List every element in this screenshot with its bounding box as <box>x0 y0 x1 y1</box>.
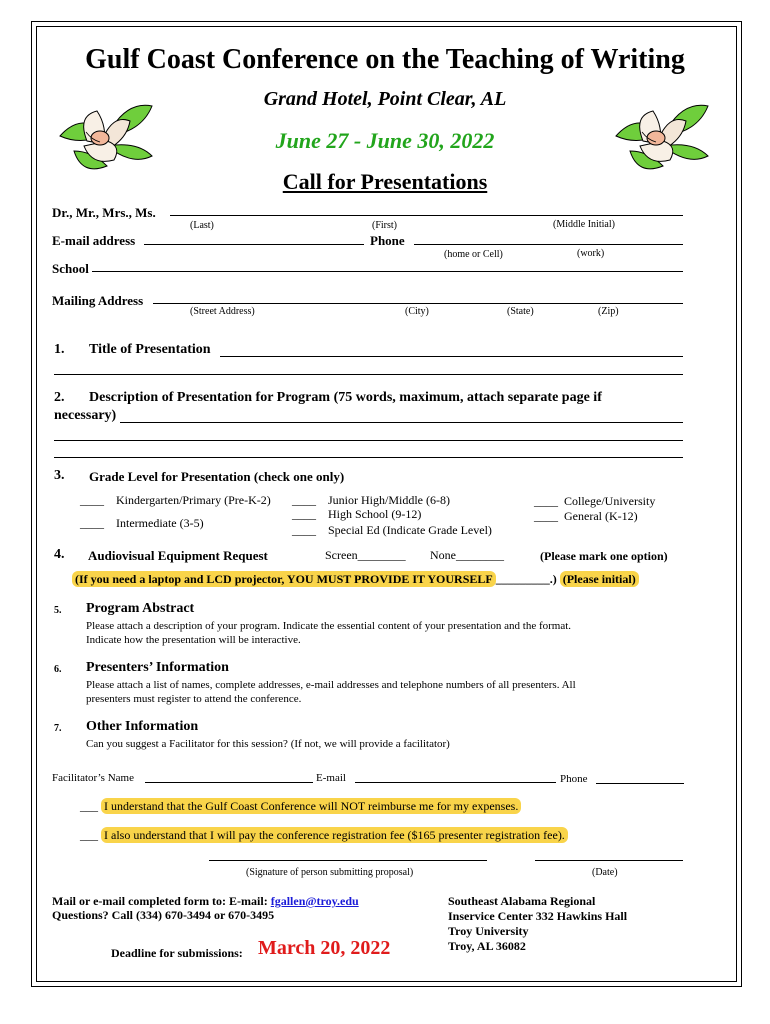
intermediate-label: Intermediate (3-5) <box>116 516 204 530</box>
q6-number: 6. <box>54 664 62 675</box>
facilitator-email-field[interactable] <box>355 782 556 783</box>
fee-initial-blank[interactable]: ___ <box>80 828 98 842</box>
address-line4: Troy, AL 36082 <box>448 939 526 953</box>
grade-option-special-ed[interactable] <box>292 523 492 538</box>
q3-label: Grade Level for Presentation (check one only) <box>89 469 345 484</box>
signature-field[interactable] <box>209 860 487 861</box>
call-for-presentations-heading: Call for Presentations <box>282 169 488 194</box>
q1-number: 1. <box>54 342 65 357</box>
email-field[interactable] <box>144 244 364 245</box>
q5-text-line1: Please attach a description of your program. Indicate the essential content of your presentation and the format. <box>86 620 572 632</box>
q6-label: Presenters’ Information <box>86 660 229 675</box>
q2-label-continued: necessary) <box>54 408 117 423</box>
college-label: College/University <box>564 494 656 508</box>
state-caption: (State) <box>507 306 534 317</box>
laptop-initial-blank[interactable]: _________.) <box>495 572 557 586</box>
name-field[interactable] <box>170 215 683 216</box>
reimburse-initial-blank[interactable]: ___ <box>80 799 98 813</box>
q5-text-line2: Indicate how the presentation will be interactive. <box>86 634 301 646</box>
q5-number: 5. <box>54 605 62 616</box>
high-label: High School (9-12) <box>328 507 422 521</box>
junior-blank[interactable]: ____ <box>292 493 316 507</box>
facilitator-phone-field[interactable] <box>596 783 684 784</box>
intermediate-blank[interactable]: ____ <box>80 516 104 530</box>
mark-one-option-note: (Please mark one option) <box>540 549 668 563</box>
general-label: General (K-12) <box>564 509 638 523</box>
mail-prefix: Mail or e-mail completed form to: E-mail: <box>52 894 271 908</box>
fee-agreement <box>80 828 568 843</box>
junior-label: Junior High/Middle (6-8) <box>328 493 450 507</box>
description-field-line2[interactable] <box>54 440 683 441</box>
grade-option-k2[interactable] <box>80 493 271 508</box>
date-field[interactable] <box>535 860 683 861</box>
sped-label: Special Ed (Indicate Grade Level) <box>328 523 492 537</box>
deadline-label: Deadline for submissions: <box>111 946 243 960</box>
address-line1: Southeast Alabama Regional <box>448 894 596 908</box>
submission-email-link[interactable]: fgallen@troy.edu <box>270 894 359 908</box>
address-line2: Inservice Center 332 Hawkins Hall <box>448 909 628 923</box>
signature-caption: (Signature of person submitting proposal) <box>246 867 414 878</box>
q3-number: 3. <box>54 468 65 483</box>
street-caption: (Street Address) <box>190 306 255 317</box>
deadline-date: March 20, 2022 <box>258 937 391 959</box>
city-caption: (City) <box>405 306 429 317</box>
q1-label: Title of Presentation <box>89 342 211 357</box>
email-label: E-mail address <box>52 233 136 248</box>
none-option[interactable]: None________ <box>430 548 504 562</box>
k2-label: Kindergarten/Primary (Pre-K-2) <box>116 493 271 507</box>
q7-number: 7. <box>54 723 62 734</box>
mailing-address-label: Mailing Address <box>52 293 144 308</box>
screen-option[interactable]: Screen________ <box>325 548 406 562</box>
q7-text-line1: Can you suggest a Facilitator for this session? (If not, we will provide a facilitator) <box>86 738 450 750</box>
grade-option-high-school[interactable] <box>292 507 421 522</box>
fee-text: I also understand that I will pay the conference registration fee ($165 presenter registration fee). <box>101 827 568 843</box>
date-caption: (Date) <box>592 867 618 878</box>
phone-field[interactable] <box>414 244 683 245</box>
page-title: Gulf Coast Conference on the Teaching of Writing <box>85 44 685 75</box>
q5-label: Program Abstract <box>86 601 195 616</box>
school-label: School <box>52 261 89 276</box>
questions-phone: Questions? Call (334) 670-3494 or 670-3495 <box>52 908 275 922</box>
q2-number: 2. <box>54 390 65 405</box>
name-label: Dr., Mr., Mrs., Ms. <box>52 205 156 220</box>
k2-blank[interactable]: ____ <box>80 493 104 507</box>
laptop-note: (If you need a laptop and LCD projector, YOU MUST PROVIDE IT YOURSELF <box>72 571 496 587</box>
school-field[interactable] <box>92 271 683 272</box>
work-caption: (work) <box>577 248 605 259</box>
grade-option-intermediate[interactable] <box>80 516 204 531</box>
college-blank[interactable]: ____ <box>534 494 558 508</box>
description-field-line1[interactable] <box>120 422 683 423</box>
reimburse-text: I understand that the Gulf Coast Conference will NOT reimburse me for my expenses. <box>101 798 521 814</box>
q6-text-line2: presenters must register to attend the conference. <box>86 693 302 705</box>
address-line3: Troy University <box>448 924 529 938</box>
facilitator-email-label: E-mail <box>316 772 346 784</box>
q6-text-line1: Please attach a list of names, complete addresses, e-mail addresses and telephone numbers of all presenters. All <box>86 679 576 691</box>
location-subtitle: Grand Hotel, Point Clear, AL <box>263 88 507 110</box>
mail-instruction <box>52 894 359 909</box>
zip-caption: (Zip) <box>598 306 619 317</box>
facilitator-name-label: Facilitator’s Name <box>52 772 134 784</box>
grade-option-junior-high[interactable] <box>292 493 450 508</box>
sped-blank[interactable]: ____ <box>292 523 316 537</box>
conference-dates: June 27 - June 30, 2022 <box>275 128 495 153</box>
general-blank[interactable]: ____ <box>534 509 558 523</box>
home-cell-caption: (home or Cell) <box>444 249 503 260</box>
q2-label: Description of Presentation for Program (75 words, maximum, attach separate page if <box>89 390 602 405</box>
middle-initial-caption: (Middle Initial) <box>553 219 615 230</box>
q4-number: 4. <box>54 547 65 562</box>
title-field-line1[interactable] <box>220 356 683 357</box>
mailing-address-field[interactable] <box>153 303 683 304</box>
facilitator-phone-label: Phone <box>560 773 588 785</box>
last-caption: (Last) <box>190 220 214 231</box>
facilitator-name-field[interactable] <box>145 782 313 783</box>
reimburse-agreement <box>80 799 521 814</box>
q4-label: Audiovisual Equipment Request <box>88 548 268 563</box>
q7-label: Other Information <box>86 719 199 734</box>
high-blank[interactable]: ____ <box>292 507 316 521</box>
first-caption: (First) <box>372 220 397 231</box>
phone-label: Phone <box>370 233 405 248</box>
description-field-line3[interactable] <box>54 457 683 458</box>
laptop-note-row <box>72 572 639 587</box>
grade-option-general[interactable] <box>534 509 638 524</box>
title-field-line2[interactable] <box>54 374 683 375</box>
please-initial-note: (Please initial) <box>560 571 639 587</box>
grade-option-college[interactable] <box>534 494 655 509</box>
